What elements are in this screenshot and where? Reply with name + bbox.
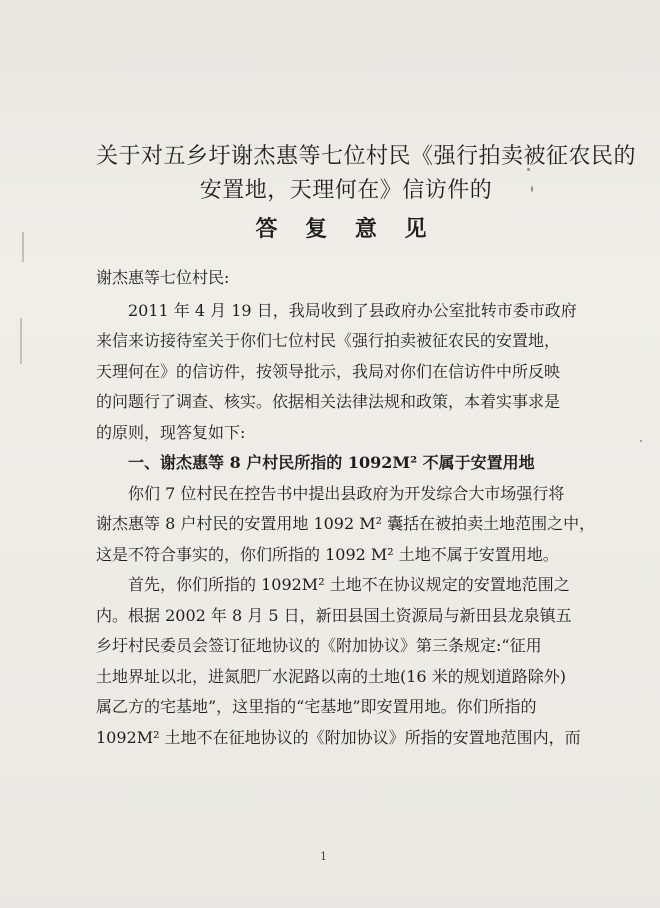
title-line-2: 安置地，天理何在》信访件的 bbox=[199, 178, 493, 203]
page-number: 1 bbox=[320, 850, 327, 863]
document-title bbox=[96, 140, 637, 246]
paragraph-1-line: 天理何在》的信访件，按领导批示，我局对你们在信访件中所反映 bbox=[96, 361, 561, 381]
paragraph-3-line: 土地界址以北，进氮肥厂水泥路以南的土地(16 米的规划道路除外) bbox=[96, 666, 566, 686]
document-body bbox=[96, 263, 596, 753]
title-line-3: 答 复 意 见 bbox=[255, 216, 437, 242]
paragraph-2-line: 你们 7 位村民在控告书中提出县政府为开发综合大市场强行将 bbox=[128, 483, 565, 503]
paragraph-3-line: 首先，你们所指的 1092M² 土地不在协议规定的安置地范围之 bbox=[128, 575, 570, 594]
paragraph-1-line: 2011 年 4 月 19 日，我局收到了县政府办公室批转市委市政府 bbox=[128, 300, 577, 320]
scan-speck bbox=[640, 440, 642, 442]
paragraph-1 bbox=[96, 296, 596, 449]
paragraph-3-line: 乡圩村民委员会签订征地协议的《附加协议》第三条规定:“征用 bbox=[96, 636, 542, 655]
paragraph-1-line: 的原则，现答复如下: bbox=[96, 422, 246, 442]
paragraph-3-line: 1092M² 土地不在征地协议的《附加协议》所指的安置地范围内，而 bbox=[96, 727, 581, 747]
paragraph-1-line: 来信来访接待室关于你们七位村民《强行拍卖被征农民的安置地， bbox=[96, 331, 561, 350]
paragraph-3 bbox=[96, 570, 596, 753]
paragraph-3-line: 属乙方的宅基地”，这里指的“宅基地”即安置用地。你们所指的 bbox=[96, 697, 537, 716]
title-line-1: 关于对五乡圩谢杰惠等七位村民《强行拍卖被征农民的 bbox=[96, 144, 637, 169]
scan-mark bbox=[20, 318, 22, 364]
paragraph-3-line: 内。根据 2002 年 8 月 5 日，新田县国土资源局与新田县龙泉镇五 bbox=[96, 605, 572, 625]
section-heading-1: 一、谢杰惠等 8 户村民所指的 1092M² 不属于安置用地 bbox=[128, 453, 535, 472]
paragraph-2-line: 这是不符合事实的，你们所指的 1092 M² 土地不属于安置用地。 bbox=[96, 544, 559, 564]
paragraph-1-line: 的问题行了调查、核实。依据相关法律法规和政策，本着实事求是 bbox=[96, 392, 561, 411]
salutation: 谢杰惠等七位村民: bbox=[96, 268, 230, 287]
scan-mark bbox=[22, 232, 24, 262]
paragraph-2 bbox=[96, 479, 596, 571]
paragraph-2-line: 谢杰惠等 8 户村民的安置用地 1092 M² 囊括在被拍卖土地范围之中， bbox=[96, 514, 596, 533]
